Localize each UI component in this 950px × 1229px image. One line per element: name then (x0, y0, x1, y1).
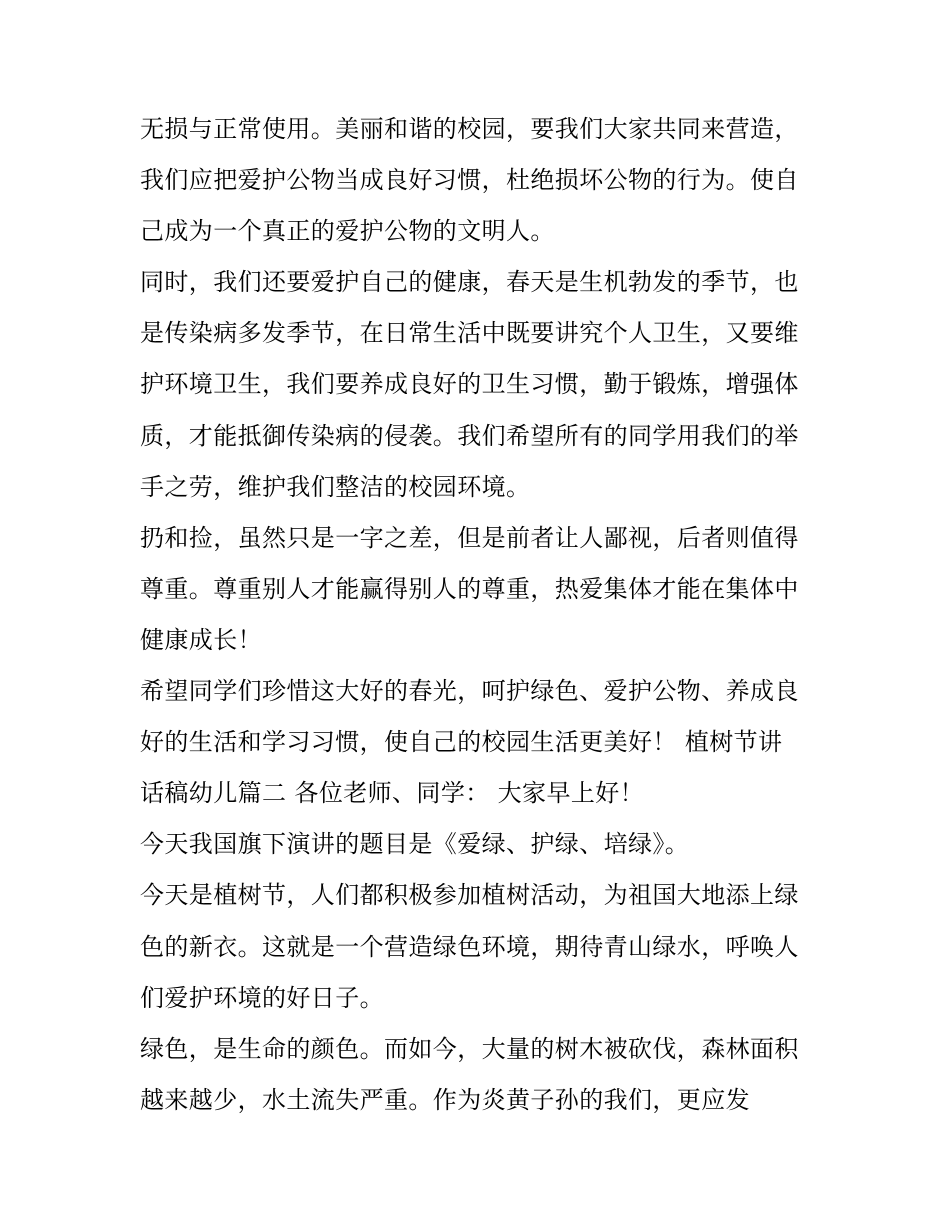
text-line: 是传染病多发季节，在日常生活中既要讲究个人卫生，又要维 (140, 319, 799, 348)
text-line: 我们应把爱护公物当成良好习惯，杜绝损坏公物的行为。使自 (140, 166, 799, 195)
text-line: 希望同学们珍惜这大好的春光，呵护绿色、爱护公物、养成良 (140, 677, 799, 706)
text-line: 扔和捡，虽然只是一字之差，但是前者让人鄙视，后者则值得 (140, 523, 799, 552)
text-line: 无损与正常使用。美丽和谐的校园，要我们大家共同来营造， (140, 115, 799, 143)
text-line: 今天我国旗下演讲的题目是《爱绿、护绿、培绿》。 (140, 830, 690, 859)
text-line: 同时，我们还要爱护自己的健康，春天是生机勃发的季节，也 (140, 268, 799, 297)
text-line: 健康成长！ (140, 625, 262, 654)
text-line: 尊重。尊重别人才能赢得别人的尊重，热爱集体才能在集体中 (140, 574, 799, 603)
text-line: 越来越少，水土流失严重。作为炎黄子孙的我们，更应发 (140, 1085, 750, 1114)
text-line: 色的新衣。这就是一个营造绿色环境，期待青山绿水，呼唤人 (140, 932, 799, 961)
text-line: 质，才能抵御传染病的侵袭。我们希望所有的同学用我们的举 (140, 421, 799, 450)
text-line: 话稿幼儿篇二 各位老师、同学： 大家早上好！ (140, 779, 645, 808)
text-line: 们爱护环境的好日子。 (140, 983, 384, 1012)
text-line: 今天是植树节，人们都积极参加植树活动，为祖国大地添上绿 (140, 881, 799, 910)
text-line: 护环境卫生，我们要养成良好的卫生习惯，勤于锻炼，增强体 (140, 370, 799, 399)
text-line: 手之劳，维护我们整洁的校园环境。 (140, 472, 531, 501)
text-line: 好的生活和学习习惯，使自己的校园生活更美好！ 植树节讲 (140, 728, 783, 757)
document-body (140, 104, 820, 1126)
text-line: 己成为一个真正的爱护公物的文明人。 (140, 217, 555, 246)
text-line: 绿色，是生命的颜色。而如今，大量的树木被砍伐，森林面积 (140, 1034, 799, 1063)
